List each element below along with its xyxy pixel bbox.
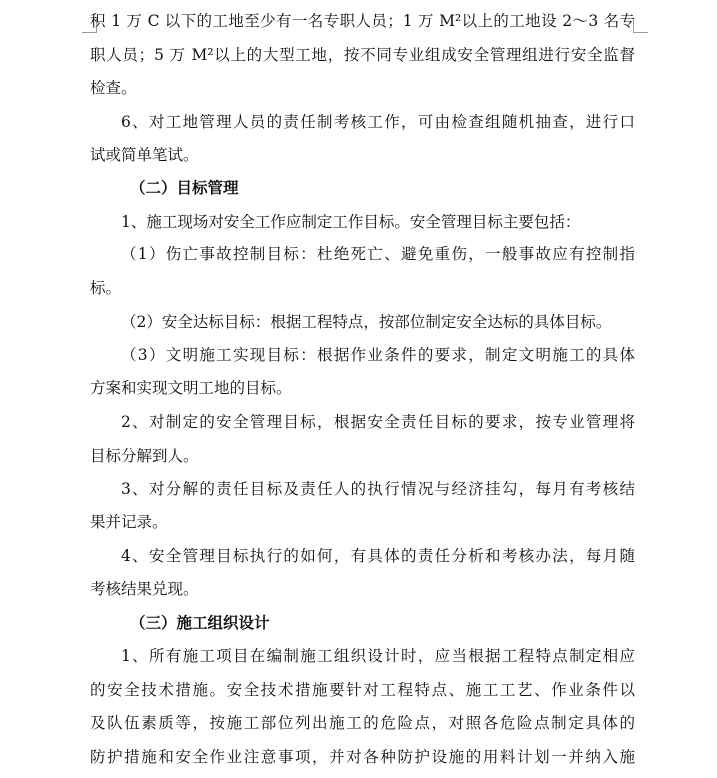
text-line: （2）安全达标目标：根据工程特点，按部位制定安全达标的具体目标。 bbox=[121, 313, 612, 331]
text-line: 2、对制定的安全管理目标，根据安全责任目标的要求，按专业管理将 bbox=[121, 413, 635, 431]
text-line: 标。 bbox=[90, 279, 122, 297]
text-line: 4、安全管理目标执行的如何，有具体的责任分析和考核办法，每月随 bbox=[121, 547, 635, 565]
section-heading: （二）目标管理 bbox=[130, 178, 239, 197]
text-line: 果并记录。 bbox=[90, 513, 168, 531]
margin-corner-mark-right bbox=[633, 18, 648, 33]
text-line: 目标分解到人。 bbox=[90, 447, 199, 465]
text-line: 3、对分解的责任目标及责任人的执行情况与经济挂勾，每月有考核结 bbox=[121, 480, 635, 498]
section-heading: （三）施工组织设计 bbox=[130, 613, 270, 632]
text-line: 方案和实现文明工地的目标。 bbox=[90, 379, 292, 397]
text-line: （1）伤亡事故控制目标：杜绝死亡、避免重伤，一般事故应有控制指 bbox=[121, 245, 635, 263]
text-line: 及队伍素质等，按施工部位列出施工的危险点，对照各危险点制定具体的 bbox=[90, 714, 635, 732]
text-line: 考核结果兑现。 bbox=[90, 580, 199, 598]
text-line: 积 1 万 C 以下的工地至少有一名专职人员；1 万 M²以上的工地设 2～3 名专 bbox=[90, 12, 635, 30]
text-line: 试或简单笔试。 bbox=[90, 146, 199, 164]
text-line: 防护措施和安全作业注意事项，并对各种防护设施的用料计划一并纳入施 bbox=[90, 748, 635, 766]
text-line: 1、施工现场对安全工作应制定工作目标。安全管理目标主要包括： bbox=[121, 213, 581, 231]
text-line: 的安全技术措施。安全技术措施要针对工程特点、施工工艺、作业条件以 bbox=[90, 681, 635, 699]
text-line: 职人员；5 万 M²以上的大型工地，按不同专业组成安全管理组进行安全监督 bbox=[90, 46, 635, 64]
text-line: 检查。 bbox=[90, 79, 137, 97]
text-line: （3）文明施工实现目标：根据作业条件的要求，制定文明施工的具体 bbox=[121, 346, 635, 364]
text-line: 6、对工地管理人员的责任制考核工作，可由检查组随机抽查，进行口 bbox=[121, 113, 635, 131]
text-line: 1、所有施工项目在编制施工组织设计时，应当根据工程特点制定相应 bbox=[121, 647, 635, 665]
